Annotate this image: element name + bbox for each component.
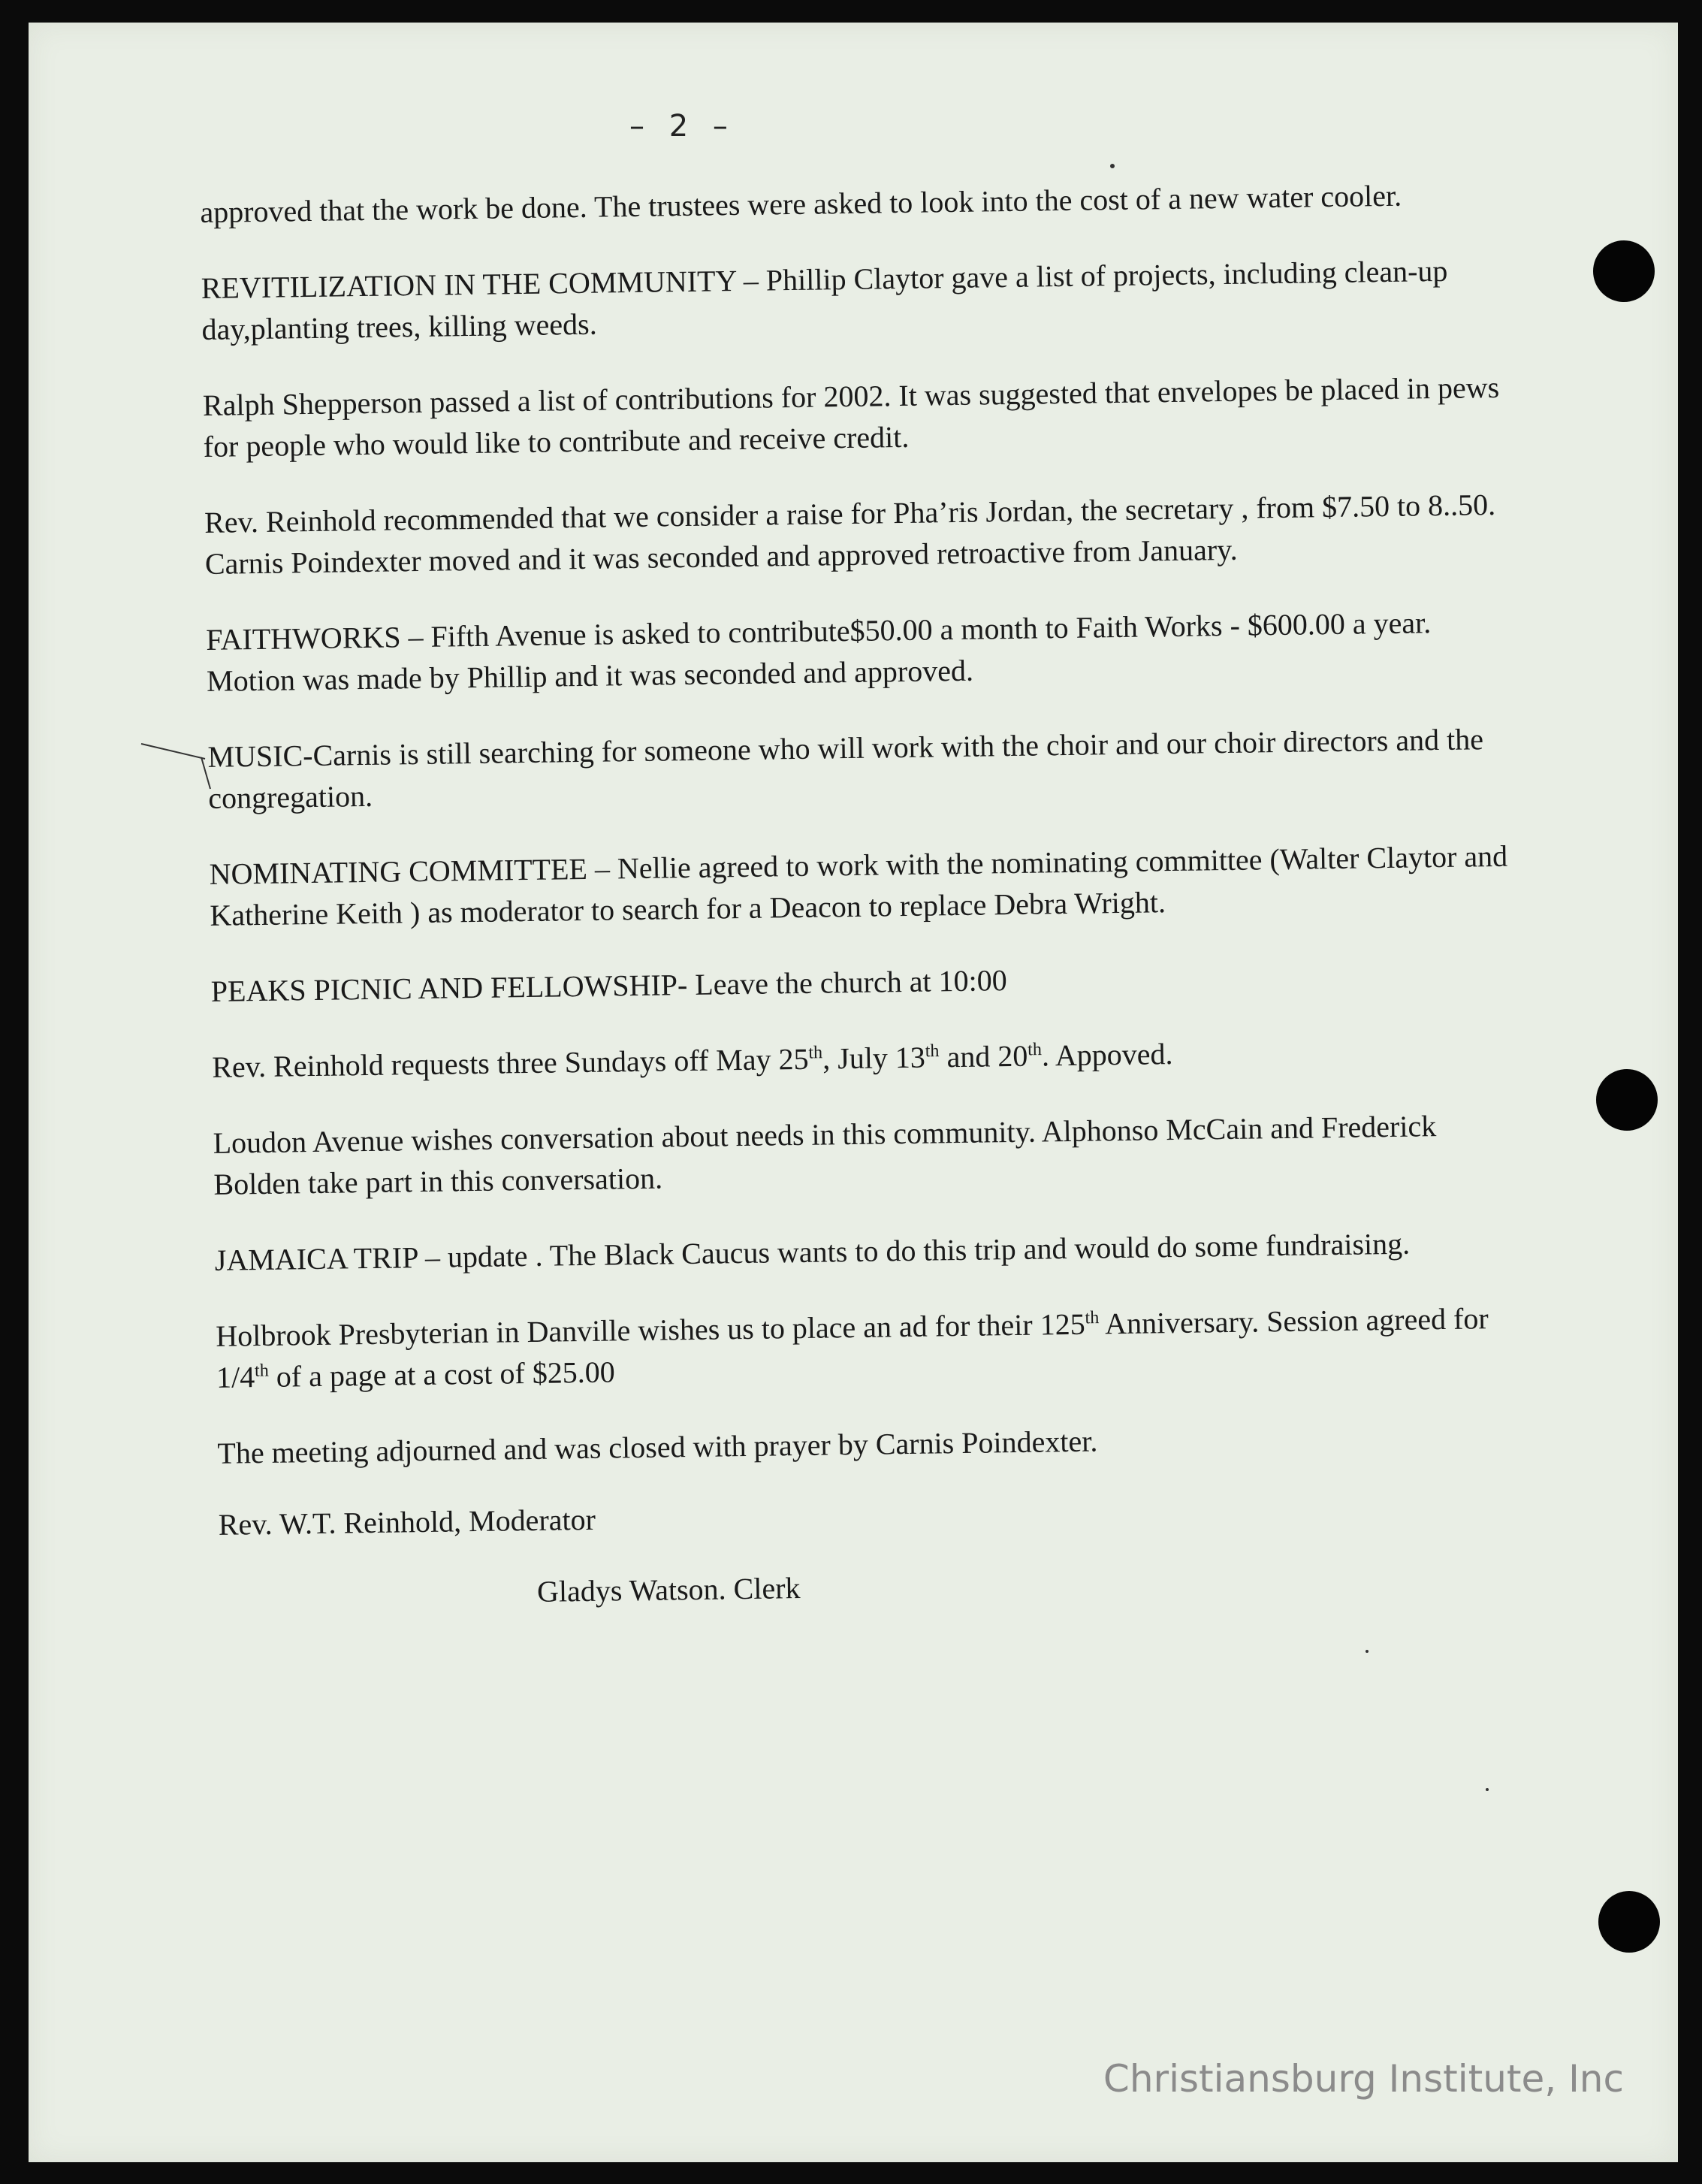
paragraph-water-cooler: approved that the work be done. The trustees were asked to look into the cost of a new water cooler. <box>200 178 1402 229</box>
paragraph-music: MUSIC-Carnis is still searching for someone who will work with the choir and our choir directors and the congregation. <box>207 722 1484 815</box>
paragraph-jamaica-trip: JAMAICA TRIP – update . The Black Caucus wants to do this trip and would do some fundraising. <box>214 1226 1411 1277</box>
moderator-signature: Rev. W.T. Reinhold, Moderator <box>218 1502 596 1542</box>
paragraph-adjourned: The meeting adjourned and was closed with prayer by Carnis Poindexter. <box>217 1424 1098 1470</box>
minutes-body <box>200 174 1527 1647</box>
punch-hole-top <box>1593 240 1655 302</box>
paragraph-secretary-raise: Rev. Reinhold recommended that we consider a raise for Pha’ris Jordan, the secretary , from $7.50 to 8..50. Carnis Poindexter moved and it was seconded and approved retroactive from January. <box>204 487 1496 581</box>
document-page <box>29 23 1678 2162</box>
paragraph-loudon-avenue: Loudon Avenue wishes conversation about needs in this community. Alphonso McCain and Frederick Bolden take part in this conversation. <box>213 1109 1437 1201</box>
punch-hole-middle <box>1596 1069 1658 1131</box>
paragraph-revitilization: REVITILIZATION IN THE COMMUNITY – Phillip Claytor gave a list of projects, including clean-up day,planting trees, killing weeds. <box>201 253 1448 346</box>
paragraph-peaks-picnic: PEAKS PICNIC AND FELLOWSHIP- Leave the church at 10:00 <box>210 963 1007 1008</box>
paragraph-sundays-off: Rev. Reinhold requests three Sundays off May 25th, July 13th and 20th. Appoved. <box>211 1037 1173 1084</box>
paragraph-nominating-committee: NOMINATING COMMITTEE – Nellie agreed to work with the nominating committee (Walter Claytor and Katherine Keith ) as moderator to search for a Deacon to replace Debra Wright. <box>209 838 1508 932</box>
paragraph-holbrook: Holbrook Presbyterian in Danville wishes us to place an ad for their 125th Anniversary. Session agreed for 1/4th of a page at a cost of $25.00 <box>215 1301 1489 1394</box>
paragraph-faithworks: FAITHWORKS – Fifth Avenue is asked to contribute$50.00 a month to Faith Works - $600.00 a year. Motion was made by Phillip and it was seconded and approved. <box>206 606 1432 698</box>
watermark-text: Christiansburg Institute, Inc <box>1103 2057 1624 2101</box>
punch-hole-bottom <box>1598 1891 1660 1953</box>
speck-mark <box>1486 1788 1489 1791</box>
clerk-signature: Gladys Watson. Clerk <box>536 1571 801 1609</box>
speck-mark <box>1366 1650 1369 1653</box>
paragraph-contributions: Ralph Shepperson passed a list of contributions for 2002. It was suggested that envelopes be placed in pews for people who would like to contribute and receive credit. <box>202 370 1500 464</box>
page-number: – 2 – <box>629 109 735 143</box>
speck-mark <box>1110 164 1115 168</box>
